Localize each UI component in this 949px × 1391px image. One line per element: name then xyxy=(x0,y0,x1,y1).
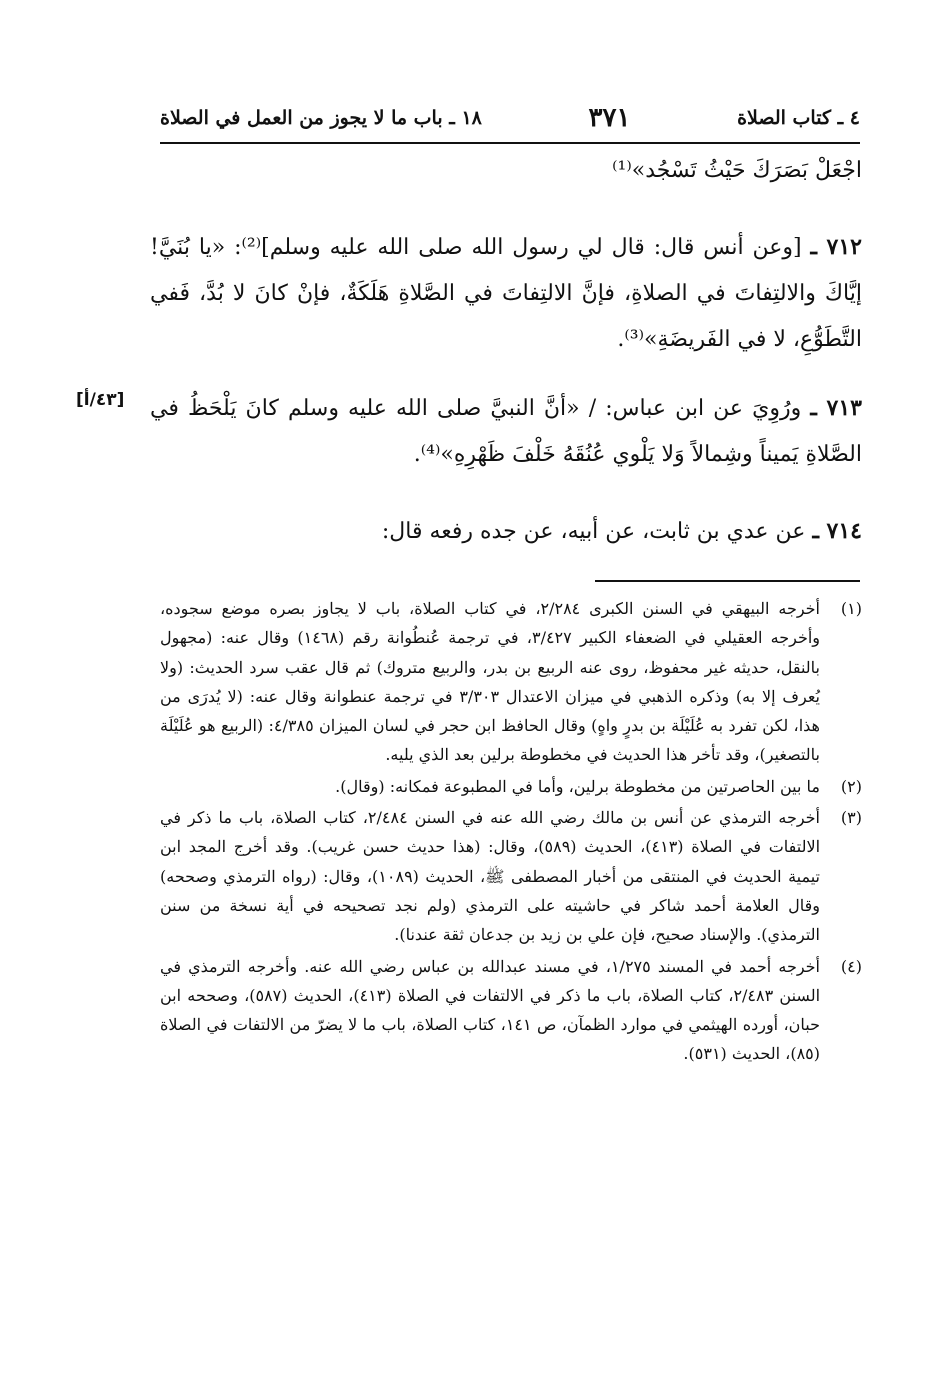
footnote-item xyxy=(160,772,862,801)
running-header xyxy=(160,98,860,138)
hadith-713 xyxy=(150,385,862,478)
footnote-item xyxy=(160,594,862,770)
hadith-714 xyxy=(150,508,862,555)
footnote-number: (٢) xyxy=(840,776,862,796)
footnote-number: (١) xyxy=(840,599,862,618)
manuscript-folio-marker: [٤٣/أ] xyxy=(76,390,125,410)
hadith-number: ٧١٤ ـ xyxy=(812,518,862,544)
hadith-712 xyxy=(150,224,862,363)
footnote-item xyxy=(160,952,862,1069)
continued-line: اجْعَلْ بَصَرَكَ حَيْثُ تَسْجُد»⁽¹⁾ xyxy=(612,158,862,183)
header-rule xyxy=(160,142,860,144)
header-chapter: ٤ ـ كتاب الصلاة xyxy=(737,107,860,129)
footnote-text: أخرجه البيهقي في السنن الكبرى ٢/٢٨٤، في كتاب الصلاة، باب لا يجاوز بصره موضع سجوده، وأخرجه العقيلي في الضعفاء الكبير ٣/٤٢٧، في ترجمة عُنطُوانة رقم (١٤٦٨) وقال عنه: (مجهول بالنقل، حديثه غير محفوظ، روى عنه الربيع بن بدر، والربيع متروك) ثم قال عقب سرد الحديث: (ولا يُعرف إلا به) وذكره الذهبي في ميزان الاعتدال ٣/٣٠٣ في ترجمة عنطوانة وقال عنه: (لا يُدرَى من هذا، لكن تفرد به عُلَيْلَة بن بدرٍ واهٍ) وقال الحافظ ابن حجر في لسان الميزان ٤/٣٨٥: (الربيع هو عُلَيْلَة بالتصغير)، وقد تأخر هذا الحديث في مخطوطة برلين بعد الذي يليه. xyxy=(160,599,821,765)
hadith-text: ورُوِيَ عن ابن عباس: / «أنَّ النبيَّ صلى الله عليه وسلم كانَ يَلْحَظُ في الصَّلاةِ يَميناً وشِمالاً وَلا يَلْوي عُنُقَهُ خَلْفَ ظَهْرِهِ»⁽⁴⁾. xyxy=(150,396,862,467)
page-number: ٣٧١ xyxy=(588,103,631,133)
hadith-number: ٧١٢ ـ xyxy=(810,234,862,260)
footnote-text: أخرجه الترمذي عن أنس بن مالك رضي الله عنه في السنن ٢/٤٨٤، كتاب الصلاة، باب ما ذكر في الالتفات في الصلاة (٤١٣)، الحديث (٥٨٩)، وقال: (هذا حديث حسن غريب). وقد أخرج المجد ابن تيمية الحديث في المنتقى من أخبار المصطفى ﷺ، الحديث (١٠٨٩)، وقال: (رواه الترمذي وصححه) وقال العلامة أحمد شاكر في حاشيته على الترمذي (ولم نجد تصحيحه في أية نسخة من سنن الترمذي). والإسناد صحيح، فإن علي بن زيد بن جدعان ثقة عندنا). xyxy=(160,808,821,945)
hadith-text: [وعن أنس قال: قال لي رسول الله صلى الله عليه وسلم]⁽²⁾: «يا بُنَيَّ! إيَّاكَ والالتِفاتَ في الصلاةِ، فإنَّ الالتِفاتَ في الصَّلاةِ هَلَكَةٌ، فإنْ كانَ لا بُدَّ، فَفي التَّطَوُّعِ، لا في الفَريضَةِ»⁽³⁾. xyxy=(150,235,862,352)
footnote-number: (٣) xyxy=(840,808,862,828)
footnote-item xyxy=(160,803,862,949)
main-text xyxy=(150,148,862,555)
footnote-rule xyxy=(595,580,860,582)
header-section: ١٨ ـ باب ما لا يجوز من العمل في الصلاة xyxy=(160,107,482,129)
footnote-text: ما بين الحاصرتين من مخطوطة برلين، وأما في المطبوعة فمكانه: (وقال). xyxy=(335,776,820,796)
footnote-number: (٤) xyxy=(840,956,862,976)
hadith-text: عن عدي بن ثابت، عن أبيه، عن جده رفعه قال: xyxy=(381,519,806,544)
hadith-number: ٧١٣ ـ xyxy=(810,395,862,421)
footnote-text: أخرجه أحمد في المسند ١/٢٧٥، في مسند عبدالله بن عباس رضي الله عنه. وأخرجه الترمذي في السنن ٢/٤٨٣، كتاب الصلاة، باب ما ذكر في الالتفات في الصلاة (٤١٣)، الحديث (٥٨٧)، وصححه ابن حبان، أورده الهيثمي في موارد الظمآن، ص ١٤١، كتاب الصلاة، باب ما لا يضرّ من الالتفات في الصلاة (٨٥)، الحديث (٥٣١). xyxy=(160,956,821,1064)
footnotes xyxy=(160,594,862,1069)
